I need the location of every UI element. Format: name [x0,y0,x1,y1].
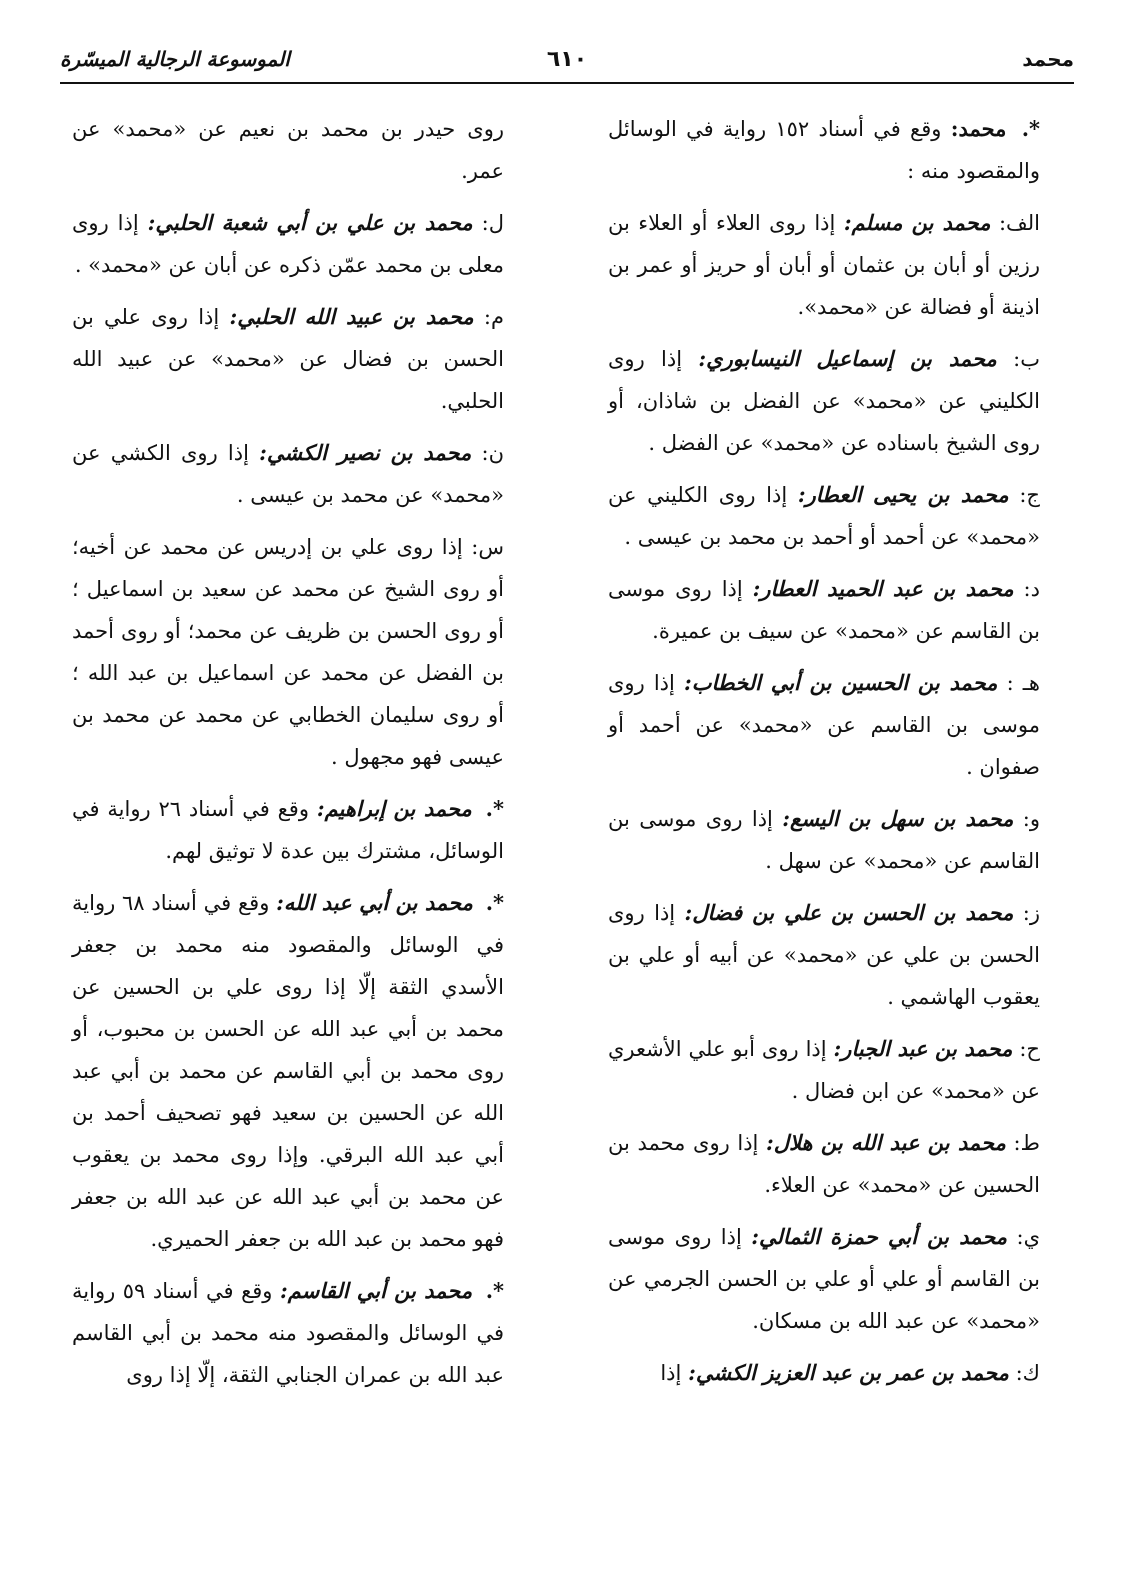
sub-entry-name: محمد بن الحسن بن علي بن فضال: [684,900,1014,925]
sub-entry-letter: الف: [998,211,1040,235]
sub-entry-text: إذا روى العلاء أو العلاء بن رزين أو أبان بن عثمان أو أبان أو حريز أو عمر بن اذينة أو فضالة عن «محمد». [608,211,1040,319]
sub-entry-text: إذا روى موسى بن القاسم عن «محمد» عن سهل . [608,807,1040,873]
sub-entry-text: روى حيدر بن محمد بن نعيم عن «محمد» عن عمر. [72,117,504,183]
sub-entry-letter: و: [1022,807,1040,831]
sub-entry-letter: د: [1023,577,1040,601]
sub-entry-name: محمد بن عبد الجبار: [833,1036,1013,1061]
sub-entry-nun [72,432,504,516]
entry-name: محمد: [950,116,1007,141]
entry-name: محمد بن أبي عبد الله: [276,890,473,915]
sub-entry-name: محمد بن علي بن أبي شعبة الحلبي: [147,210,473,235]
sub-entry-text: إذا روى الكشي عن «محمد» عن محمد بن عيسى . [72,441,504,507]
sub-entry-dal [608,568,1040,652]
sub-entry-letter: ز: [1022,901,1040,925]
sub-entry-letter: ن: [481,441,504,465]
sub-entry-name: محمد بن إسماعيل النيسابوري: [698,346,997,371]
sub-entry-name: محمد بن عبيد الله الحلبي: [229,304,474,329]
entry-name: محمد بن إبراهيم: [316,796,472,821]
sub-entry-ba [608,338,1040,464]
sub-entry-text: إذا روى علي بن الحسن بن فضال عن «محمد» عن عبيد الله الحلبي. [72,305,504,413]
sub-entry-name: محمد بن عمر بن عبد العزيز الكشي: [688,1360,1009,1385]
sub-entry-jim [608,474,1040,558]
sub-entry-text: إذا روى الحسن بن علي عن «محمد» عن أبيه أو علي بن يعقوب الهاشمي . [608,901,1040,1009]
sub-entry-letter: ح: [1019,1037,1040,1061]
sub-entry-text: إذا روى موسى بن القاسم عن «محمد» عن أحمد أو صفوان . [608,671,1040,779]
sub-entry-text: إذا روى محمد بن الحسين عن «محمد» عن العلاء. [608,1131,1040,1197]
entry-star: *. [485,796,504,821]
sub-entry-name: محمد بن نصير الكشي: [259,440,472,465]
sub-entry-name: محمد بن يحيى العطار: [797,482,1009,507]
entry-name: محمد بن أبي القاسم: [279,1278,473,1303]
sub-entry-text: إذا [660,1361,682,1385]
sub-entry-text: إذا روى الكليني عن «محمد» عن أحمد أو أحمد بن محمد بن عيسى . [608,483,1040,549]
sub-entry-text: س: إذا روى علي بن إدريس عن محمد عن أخيه؛ أو روى الشيخ عن محمد عن سعيد بن اسماعيل ؛ أو روى الحسن بن ظريف عن محمد؛ أو روى أحمد بن الفضل عن محمد عن اسماعيل بن عبد الله ؛ أو روى سليمان الخطابي عن محمد عن محمد بن عيسى فهو مجهول . [72,535,504,769]
sub-entry-letter: ل: [481,211,504,235]
sub-entry-text: إذا روى موسى بن القاسم عن «محمد» عن سيف بن عميرة. [608,577,1040,643]
entry-muhammad-ibn-ibrahim [72,788,504,872]
sub-entry-letter: ي: [1016,1225,1041,1249]
sub-entry-hha [608,1028,1040,1112]
sub-entry-letter: ط: [1013,1131,1040,1155]
sub-entry-letter: ج: [1019,483,1040,507]
running-head-left: الموسوعة الرجالية الميسّرة [60,47,290,71]
sub-entry-text: إذا روى موسى بن القاسم أو علي أو علي بن الحسن الجرمي عن «محمد» عن عبد الله بن مسكان. [608,1225,1040,1333]
right-column [608,108,1040,1404]
sub-entry-text: إذا روى الكليني عن «محمد» عن الفضل بن شاذان، أو روى الشيخ باسناده عن «محمد» عن الفضل . [608,347,1040,455]
sub-entry-mim [72,296,504,422]
entry-muhammad-ibn-abi-abdillah [72,882,504,1260]
sub-entry-name: محمد بن سهل بن اليسع: [782,806,1014,831]
entry-star: *. [1021,116,1040,141]
sub-entry-zay [608,892,1040,1018]
sub-entry-ya [608,1216,1040,1342]
sub-entry-alif [608,202,1040,328]
sub-entry-kaf [608,1352,1040,1394]
sub-entry-name: محمد بن عبد الحميد العطار: [752,576,1014,601]
entry-muhammad [608,108,1040,192]
sub-entry-letter: هـ : [1006,671,1040,695]
sub-entry-waw [608,798,1040,882]
page-number: ٦١٠ [546,46,588,72]
sub-entry-ha [608,662,1040,788]
sub-entry-lam [72,202,504,286]
sub-entry-ta [608,1122,1040,1206]
sub-entry-letter: ب: [1013,347,1040,371]
entry-star: *. [485,890,504,915]
running-head-right: محمد [1022,47,1074,71]
sub-entry-letter: م: [483,305,504,329]
entry-text: وقع في أسناد ٢٦ رواية في الوسائل، مشترك بين عدة لا توثيق لهم. [72,797,504,863]
entry-muhammad-ibn-abi-al-qasim [72,1270,504,1396]
entry-star: *. [485,1278,504,1303]
sub-entry-name: محمد بن الحسين بن أبي الخطاب: [684,670,998,695]
sub-entry-kaf-continued [72,108,504,192]
sub-entry-name: محمد بن مسلم: [843,210,991,235]
entry-text: وقع في أسناد ١٥٢ رواية في الوسائل والمقصود منه : [608,117,1040,183]
sub-entry-letter: ك: [1015,1361,1040,1385]
sub-entry-name: محمد بن أبي حمزة الثمالي: [751,1224,1008,1249]
entry-text: وقع في أسناد ٥٩ رواية في الوسائل والمقصود منه محمد بن أبي القاسم عبد الله بن عمران الجنابي الثقة، إلّا إذا روى [72,1279,504,1387]
entry-text: وقع في أسناد ٦٨ رواية في الوسائل والمقصود منه محمد بن جعفر الأسدي الثقة إلّا إذا روى علي بن الحسين عن محمد بن أبي عبد الله عن الحسن بن محبوب، أو روى محمد بن أبي القاسم عن محمد بن أبي عبد الله عن الحسين بن سعيد فهو تصحيف أحمد بن أبي عبد الله البرقي. وإذا روى محمد بن يعقوب عن محمد بن أبي عبد الله عن عبد الله بن جعفر فهو محمد بن عبد الله بن جعفر الحميري. [72,891,504,1251]
running-header [60,36,1074,84]
sub-entry-name: محمد بن عبد الله بن هلال: [766,1130,1006,1155]
sub-entry-sin [72,526,504,778]
left-column [72,108,504,1406]
sub-entry-text: إذا روى معلى بن محمد عمّن ذكره عن أبان عن «محمد» . [72,211,504,277]
sub-entry-text: إذا روى أبو علي الأشعري عن «محمد» عن ابن فضال . [608,1037,1040,1103]
